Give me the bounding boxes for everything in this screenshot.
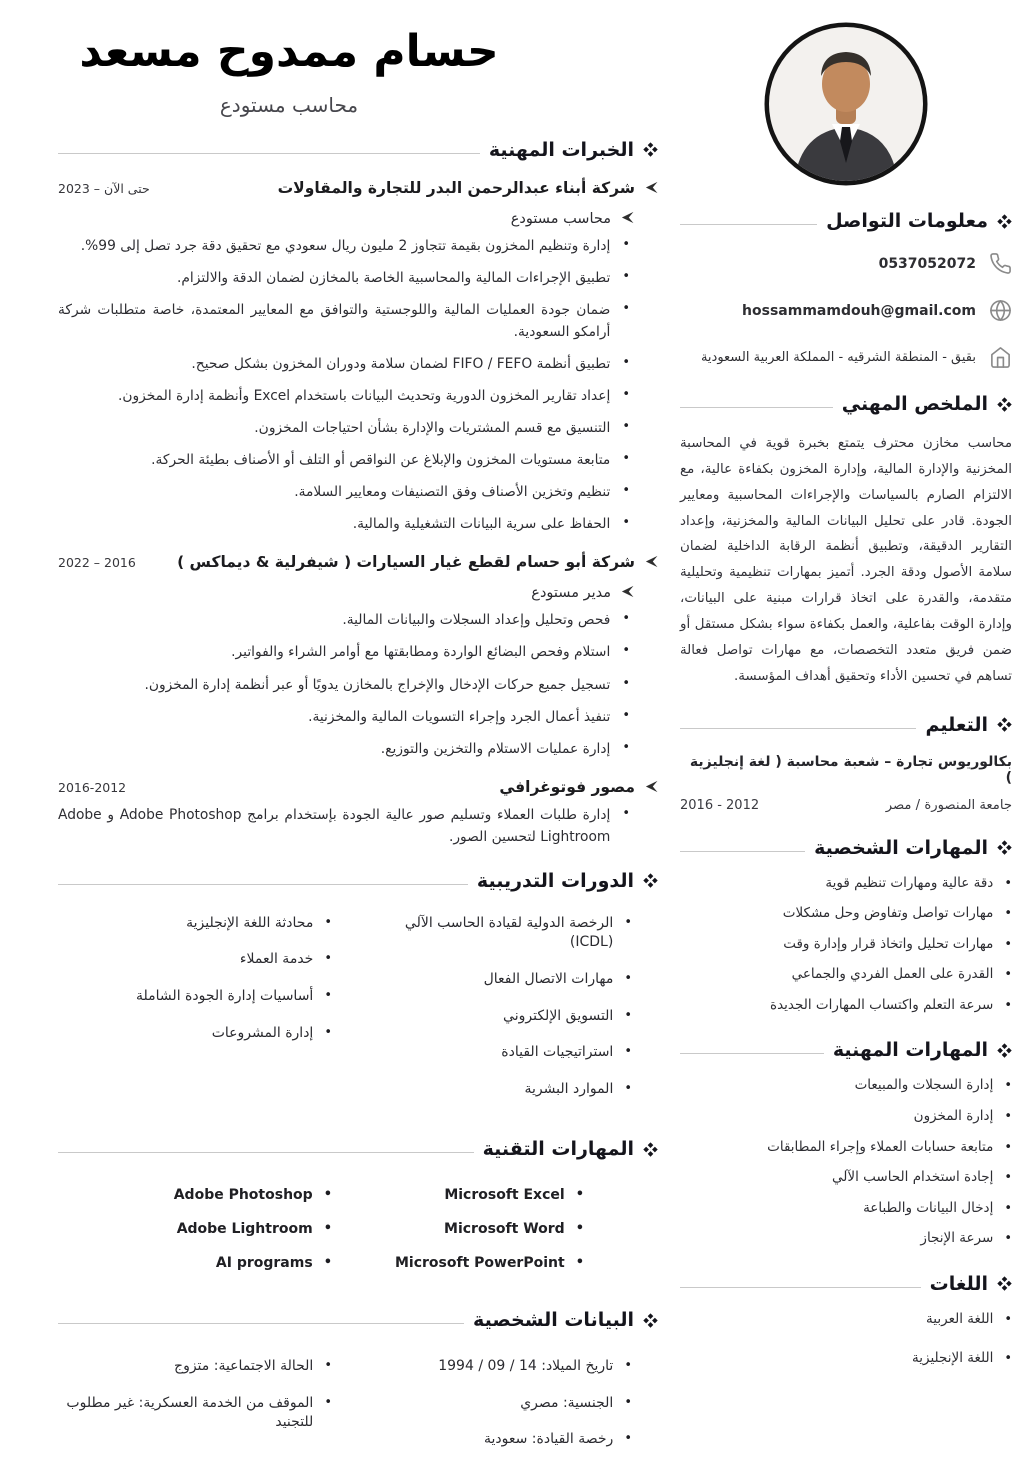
bullet-item: • إدارة وتنظيم المخزون بقيمة تتجاوز 2 مليون ريال سعودي مع تحقيق دقة جرد تصل إلى 99%. xyxy=(58,235,630,257)
section-title: الملخص المهني xyxy=(841,393,988,415)
list-item: • خدمة العملاء xyxy=(58,950,332,970)
arrowhead-icon xyxy=(645,555,658,568)
section-title: اللغات xyxy=(929,1272,988,1295)
section-title: المهارات الشخصية xyxy=(814,836,988,859)
section-languages xyxy=(680,1273,1012,1369)
section-rule xyxy=(680,1287,921,1288)
list-item: • التسويق الإلكتروني xyxy=(358,1007,632,1027)
job-role xyxy=(58,584,634,601)
section-header-contact xyxy=(680,210,1012,232)
section-title: البيانات الشخصية xyxy=(473,1309,634,1332)
list-item: • AI programs xyxy=(58,1254,332,1274)
bullet-item: • ضمان جودة العمليات المالية واللوجستية والتوافق مع المعايير المعتمدة، خاصة متطلبات شركة أرامكو السعودية. xyxy=(58,299,630,343)
list-item: • الرخصة الدولية لقيادة الحاسب الآلي (ICDL) xyxy=(358,914,632,953)
contact-list xyxy=(680,252,1012,369)
list-item: • مهارات الاتصال الفعال xyxy=(358,970,632,990)
job-role xyxy=(58,210,634,227)
section-header-professional-skills xyxy=(680,1039,1012,1061)
section-diamond-icon xyxy=(997,397,1012,412)
section-rule xyxy=(58,884,468,885)
list-item: • سرعة الإنجاز xyxy=(680,1229,1012,1249)
list-item: • إدارة المشروعات xyxy=(58,1024,332,1044)
bullet-item: • التنسيق مع قسم المشتريات والإدارة بشأن احتياجات المخزون. xyxy=(58,417,630,439)
personal-data-grid xyxy=(58,1357,632,1467)
list-item: • القدرة على العمل الفردي والجماعي xyxy=(680,965,1012,985)
section-diamond-icon xyxy=(643,1313,658,1328)
main-column xyxy=(58,0,658,1449)
section-title: المهارات التقنية xyxy=(482,1138,634,1161)
tech-skills-column-right xyxy=(358,1186,632,1287)
section-professional-skills xyxy=(680,1039,1012,1248)
list-item: • متابعة حسابات العملاء وإجراء المطابقات xyxy=(680,1138,1012,1158)
candidate-role: محاسب مستودع xyxy=(219,92,359,117)
section-education xyxy=(680,714,1012,813)
section-header-education xyxy=(680,714,1012,736)
bullet-item: • فحص وتحليل وإعداد السجلات والبيانات المالية. xyxy=(58,609,630,631)
bullet-item: • متابعة مستويات المخزون والإبلاغ عن النواقص أو التلف أو الأصناف بطيئة الحركة. xyxy=(58,449,630,471)
personal-data-column-left xyxy=(58,1357,332,1467)
section-header-experience xyxy=(58,139,658,161)
education-university: جامعة المنصورة / مصر xyxy=(885,797,1012,813)
section-diamond-icon xyxy=(997,840,1012,855)
list-item: • مهارات تحليل واتخاذ قرار وإدارة وقت xyxy=(680,935,1012,955)
section-rule xyxy=(680,407,833,408)
section-tech-skills xyxy=(58,1138,658,1287)
list-item: • إجادة استخدام الحاسب الآلي xyxy=(680,1168,1012,1188)
list-item: • Microsoft PowerPoint xyxy=(358,1254,584,1274)
section-title: الخبرات المهنية xyxy=(488,138,634,161)
bullet-item: • إدارة طلبات العملاء وتسليم صور عالية الجودة بإستخدام برامج Adobe Photoshop و Adobe Lightroom لتحسين الصور. xyxy=(58,804,630,848)
company-name: مصور فوتوغرافي xyxy=(499,777,635,796)
education-degree: بكالوريوس تجارة – شعبة محاسبة ( لغة إنجليزية ) xyxy=(689,753,1012,786)
list-item: • اللغة العربية xyxy=(680,1310,1012,1330)
contact-phone xyxy=(680,252,1012,275)
section-rule xyxy=(680,728,916,729)
section-personal-skills xyxy=(680,837,1012,1016)
education-row xyxy=(680,798,1012,813)
section-header-languages xyxy=(680,1273,1012,1295)
arrowhead-icon xyxy=(621,585,634,598)
tech-skills-column-left xyxy=(58,1186,332,1287)
list-item: • إدخال البيانات والطباعة xyxy=(680,1199,1012,1219)
bullet-item: • تسجيل جميع حركات الإدخال والإخراج بالمخازن يدويًا أو عبر أنظمة إدارة المخزون. xyxy=(58,674,630,696)
languages-list xyxy=(680,1310,1012,1369)
section-rule xyxy=(58,1323,464,1324)
list-item: • إدارة المخزون xyxy=(680,1107,1012,1127)
courses-grid xyxy=(58,914,632,1117)
professional-skills-list xyxy=(680,1076,1012,1248)
section-header-personal-skills xyxy=(680,837,1012,859)
contact-email xyxy=(680,299,1012,322)
header-block xyxy=(58,26,520,117)
job-header xyxy=(58,179,658,197)
section-title: التعليم xyxy=(925,713,988,736)
contact-address xyxy=(680,346,1012,369)
list-item: • الجنسية: مصري xyxy=(358,1394,632,1414)
section-rule xyxy=(680,851,805,852)
job-bullets xyxy=(58,609,630,759)
job-role-text: مدير مستودع xyxy=(531,585,611,602)
summary-text: محاسب مخازن محترف يتمتع بخبرة قوية في المحاسبة المخزنية والإدارة المالية، وإدارة المخزون بكفاءة عالية، مع الالتزام الصارم بالسياسات والإجراءات المحاسبية ومعايير الجودة. قادر على تحليل البيانات المالية والمخزنية، وإعداد التقارير الدقيقة، وتطبيق أنظمة الرقابة الداخلية لضمان سلامة الأصول ودقة الجرد. أتميز بمهارات تنظيمية وتحليلية متقدمة، والقدرة على اتخاذ قرارات مبنية على البيانات، وإدارة الوقت بفاعلية، والعمل بكفاءة سواء بشكل مستقل أو ضمن فريق متعدد التخصصات، مع مهارات تواصل فعالة تساهم في تحسين الأداء وتحقيق أهداف المؤسسة. xyxy=(680,436,1012,684)
section-diamond-icon xyxy=(997,1276,1012,1291)
phone-icon xyxy=(989,252,1012,275)
job-bullets xyxy=(58,804,630,848)
section-title: معلومات التواصل xyxy=(826,210,988,232)
globe-icon xyxy=(989,299,1012,322)
company-name: شركة أبناء عبدالرحمن البدر للتجارة والمقاولات xyxy=(277,178,635,197)
section-header-summary xyxy=(680,393,1012,415)
bullet-item: • إدارة عمليات الاستلام والتخزين والتوزيع. xyxy=(58,738,630,760)
list-item: • Adobe Photoshop xyxy=(58,1186,332,1206)
job-dates: 2023 – حتى الآن xyxy=(58,180,150,196)
list-item: • إدارة السجلات والمبيعات xyxy=(680,1076,1012,1096)
education-dates: 2016 - 2012 xyxy=(680,797,760,813)
list-item: • استراتيجيات القيادة xyxy=(358,1043,632,1063)
section-diamond-icon xyxy=(643,142,658,157)
candidate-name: حسام ممدوح مسعد xyxy=(79,26,499,77)
section-header-personal-data xyxy=(58,1309,658,1331)
job-dates: 2022 – 2016 xyxy=(58,555,136,571)
address-text: بقيق - المنطقة الشرقيه - المملكة العربية السعودية xyxy=(700,350,976,365)
arrowhead-icon xyxy=(645,780,658,793)
section-rule xyxy=(58,153,480,154)
list-item: • Microsoft Excel xyxy=(358,1186,584,1206)
tech-skills-grid xyxy=(58,1186,632,1287)
section-title: الدورات التدريبية xyxy=(476,869,634,892)
bullet-item: • الحفاظ على سرية البيانات التشغيلية والمالية. xyxy=(58,513,630,535)
bullet-item: • تنظيم وتخزين الأصناف وفق التصنيفات ومعايير السلامة. xyxy=(58,481,630,503)
arrowhead-icon xyxy=(645,181,658,194)
job-entry xyxy=(58,179,658,536)
list-item: • محادثة اللغة الإنجليزية xyxy=(58,914,332,934)
job-bullets xyxy=(58,235,630,536)
list-item: • تاريخ الميلاد: 14 / 09 / 1994 xyxy=(358,1357,632,1377)
list-item: • اللغة الإنجليزية xyxy=(680,1349,1012,1369)
section-experience xyxy=(58,139,658,848)
section-personal-data xyxy=(58,1309,658,1467)
section-header-courses xyxy=(58,870,658,892)
personal-data-column-right xyxy=(358,1357,632,1467)
list-item: • مهارات تواصل وتفاوض وحل مشكلات xyxy=(680,904,1012,924)
list-item: • Adobe Lightroom xyxy=(58,1220,332,1240)
section-diamond-icon xyxy=(643,1142,658,1157)
courses-column-right xyxy=(358,914,632,1117)
section-rule xyxy=(58,1152,474,1153)
section-contact xyxy=(680,210,1012,369)
avatar xyxy=(764,22,928,186)
job-header xyxy=(58,553,658,571)
bullet-item: • تطبيق الإجراءات المالية والمحاسبية الخاصة بالمخازن لضمان الدقة والالتزام. xyxy=(58,267,630,289)
section-rule xyxy=(680,224,817,225)
personal-skills-list xyxy=(680,874,1012,1016)
list-item: • Microsoft Word xyxy=(358,1220,584,1240)
job-header xyxy=(58,778,658,796)
section-summary xyxy=(680,393,1012,690)
list-item: • الحالة الاجتماعية: متزوج xyxy=(58,1357,332,1377)
list-item: • دقة عالية ومهارات تنظيم قوية xyxy=(680,874,1012,894)
list-item: • رخصة القيادة: سعودية xyxy=(358,1430,632,1450)
bullet-item: • تطبيق أنظمة ‪FIFO / FEFO‬ لضمان سلامة ودوران المخزون بشكل صحيح. xyxy=(58,353,630,375)
list-item: • الموارد البشرية xyxy=(358,1080,632,1100)
section-courses xyxy=(58,870,658,1117)
company-name: شركة أبو حسام لقطع غيار السيارات ( شيفرلية & ديماكس ) xyxy=(177,553,635,572)
courses-column-left xyxy=(58,914,332,1117)
job-entry xyxy=(58,778,658,848)
section-rule xyxy=(680,1053,824,1054)
bullet-item: • إعداد تقارير المخزون الدورية وتحديث البيانات باستخدام Excel وأنظمة إدارة المخزون. xyxy=(58,385,630,407)
email-address: hossammamdouh@gmail.com xyxy=(742,302,976,319)
job-dates: 2016-2012 xyxy=(58,779,127,795)
sidebar xyxy=(680,0,1012,1449)
section-diamond-icon xyxy=(997,717,1012,732)
section-title: المهارات المهنية xyxy=(832,1039,988,1062)
section-diamond-icon xyxy=(643,873,658,888)
bullet-item: • تنفيذ أعمال الجرد وإجراء التسويات المالية والمخزنية. xyxy=(58,706,630,728)
section-header-tech-skills xyxy=(58,1138,658,1160)
list-item: • أساسيات إدارة الجودة الشاملة xyxy=(58,987,332,1007)
section-diamond-icon xyxy=(997,1043,1012,1058)
job-role-text: محاسب مستودع xyxy=(510,210,611,227)
list-item: • سرعة التعلم واكتساب المهارات الجديدة xyxy=(680,996,1012,1016)
phone-number: 0537052072 xyxy=(878,255,976,272)
home-icon xyxy=(989,346,1012,369)
section-diamond-icon xyxy=(997,214,1012,229)
job-entry xyxy=(58,553,658,759)
arrowhead-icon xyxy=(621,211,634,224)
profile-photo xyxy=(680,22,1012,186)
bullet-item: • استلام وفحص البضائع الواردة ومطابقتها مع أوامر الشراء والفواتير. xyxy=(58,641,630,663)
list-item: • الموقف من الخدمة العسكرية: غير مطلوب للتجنيد xyxy=(58,1394,332,1433)
